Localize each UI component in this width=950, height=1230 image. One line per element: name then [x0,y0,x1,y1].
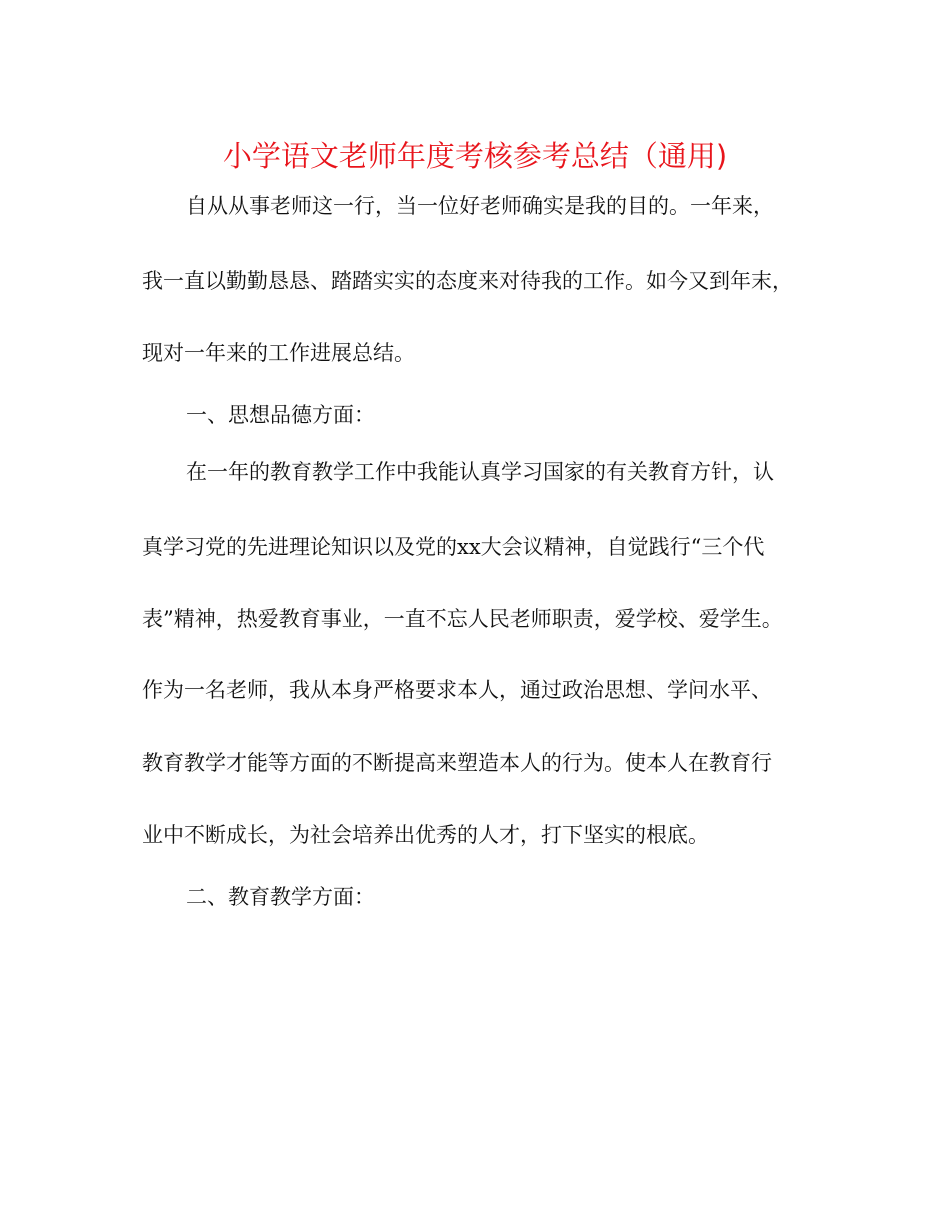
paragraph-1-line-1: 自从从事老师这一行，当一位好老师确实是我的目的。一年来， [186,194,774,218]
paragraph-2-line-5: 教育教学才能等方面的不断提高来塑造本人的行为。使本人在教育行 [142,751,772,775]
paragraph-2-line-4: 作为一名老师，我从本身严格要求本人，通过政治思想、学问水平、 [142,678,772,702]
paragraph-1-line-3: 现对一年来的工作进展总结。 [142,341,415,365]
paragraph-2-line-1: 在一年的教育教学工作中我能认真学习国家的有关教育方针，认 [186,460,774,484]
paragraph-2-line-3: 表”精神，热爱教育事业，一直不忘人民老师职责，爱学校、爱学生。 [142,607,783,631]
section-heading-1: 一、思想品德方面： [186,403,375,427]
paragraph-2-line-2: 真学习党的先进理论知识以及党的xx大会议精神，自觉践行“三个代 [142,535,765,559]
document-title: 小学语文老师年度考核参考总结（通用) [222,139,728,173]
paragraph-2-line-6: 业中不断成长，为社会培养出优秀的人才，打下坚实的根底。 [142,823,709,847]
section-heading-2: 二、教育教学方面： [186,885,375,909]
paragraph-1-line-2: 我一直以勤勤恳恳、踏踏实实的态度来对待我的工作。如今又到年末， [142,269,793,293]
